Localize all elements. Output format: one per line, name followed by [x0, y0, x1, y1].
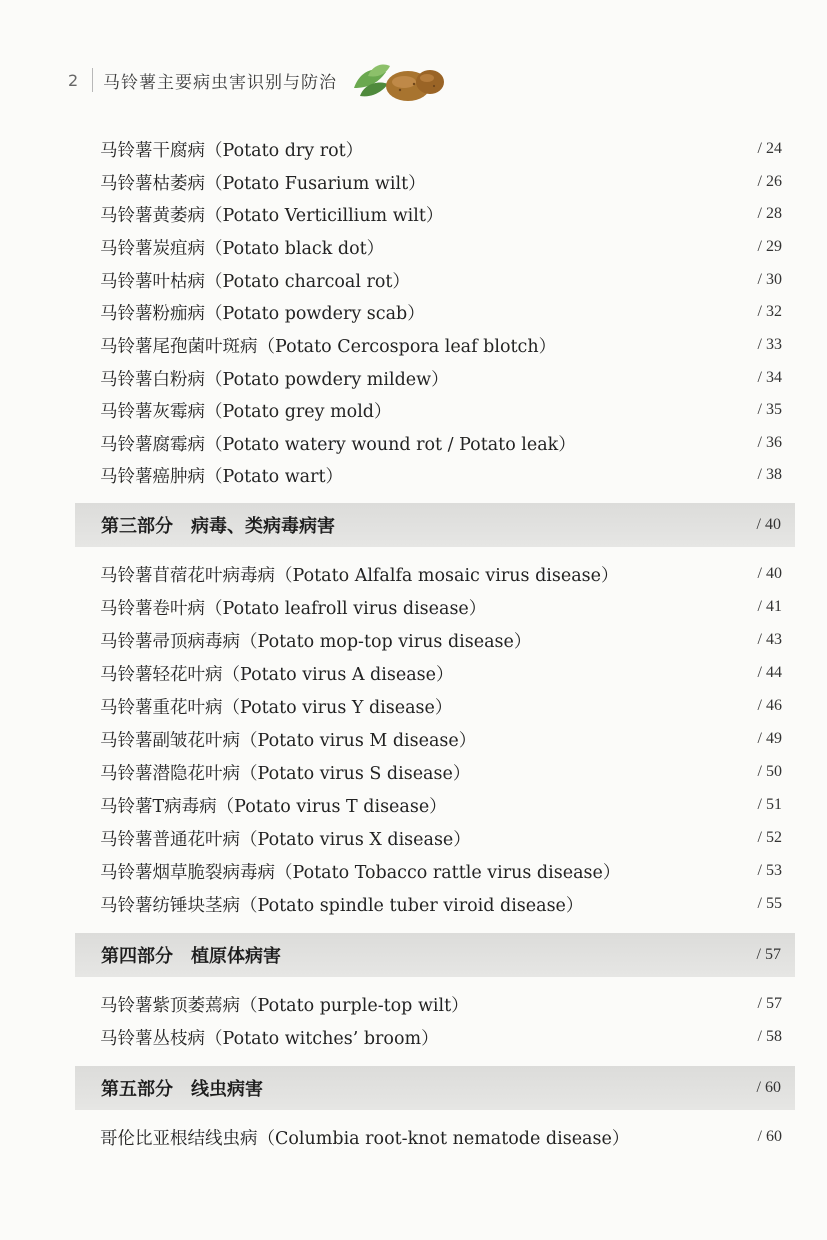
entry-page: / 44 — [757, 664, 782, 681]
toc-entry[interactable] — [100, 659, 782, 687]
toc-entry[interactable] — [100, 1123, 782, 1151]
entry-title: 马铃薯帚顶病毒病（Potato mop-top virus disease） — [100, 631, 532, 652]
header-divider — [92, 68, 93, 92]
toc-entry[interactable] — [100, 725, 782, 753]
entry-title: 马铃薯烟草脆裂病毒病（Potato Tobacco rattle virus disease） — [100, 862, 621, 883]
entry-page: / 52 — [757, 829, 782, 846]
toc-entry[interactable] — [100, 331, 782, 359]
entry-title: 马铃薯癌肿病（Potato wart） — [100, 466, 344, 487]
toc-entry[interactable] — [100, 200, 782, 228]
entry-title: 马铃薯卷叶病（Potato leafroll virus disease） — [100, 598, 487, 619]
toc-entry[interactable] — [100, 758, 782, 786]
entry-page: / 30 — [757, 271, 782, 288]
entry-title: 马铃薯重花叶病（Potato virus Y disease） — [100, 697, 453, 718]
section-heading-part-3[interactable] — [75, 503, 795, 547]
entry-title: 马铃薯普通花叶病（Potato virus X disease） — [100, 829, 471, 850]
entry-page: / 33 — [757, 336, 782, 353]
entry-title: 马铃薯枯萎病（Potato Fusarium wilt） — [100, 173, 426, 194]
entry-title: 马铃薯尾孢菌叶斑病（Potato Cercospora leaf blotch） — [100, 336, 557, 357]
toc-entry[interactable] — [100, 135, 782, 163]
entry-page: / 36 — [757, 434, 782, 451]
toc-entry[interactable] — [100, 791, 782, 819]
toc-entry[interactable] — [100, 626, 782, 654]
entry-page: / 46 — [757, 697, 782, 714]
entry-title: 马铃薯潜隐花叶病（Potato virus S disease） — [100, 763, 471, 784]
entry-page: / 55 — [757, 895, 782, 912]
section-heading-part-5[interactable] — [75, 1066, 795, 1110]
section-title: 第四部分 植原体病害 — [101, 946, 281, 967]
entry-page: / 57 — [757, 995, 782, 1012]
entry-title: 马铃薯T病毒病（Potato virus T disease） — [100, 796, 447, 817]
running-head — [68, 62, 337, 98]
entry-page: / 32 — [757, 303, 782, 320]
entry-page: / 43 — [757, 631, 782, 648]
toc-entry[interactable] — [100, 429, 782, 457]
toc-entry[interactable] — [100, 857, 782, 885]
book-title: 马铃薯主要病虫害识别与防治 — [103, 72, 337, 93]
entry-page: / 28 — [757, 205, 782, 222]
entry-title: 马铃薯干腐病（Potato dry rot） — [100, 140, 364, 161]
section-title: 第三部分 病毒、类病毒病害 — [101, 516, 335, 537]
entry-page: / 38 — [757, 466, 782, 483]
entry-title: 马铃薯粉痂病（Potato powdery scab） — [100, 303, 425, 324]
section-title: 第五部分 线虫病害 — [101, 1079, 263, 1100]
toc-entry[interactable] — [100, 593, 782, 621]
entry-page: / 51 — [757, 796, 782, 813]
section-page: / 60 — [756, 1079, 781, 1096]
entry-page: / 24 — [757, 140, 782, 157]
toc-entry[interactable] — [100, 266, 782, 294]
toc-entry[interactable] — [100, 692, 782, 720]
entry-page: / 49 — [757, 730, 782, 747]
potato-leaf-icon — [350, 58, 446, 104]
entry-title: 马铃薯灰霉病（Potato grey mold） — [100, 401, 392, 422]
entry-page: / 50 — [757, 763, 782, 780]
entry-page: / 29 — [757, 238, 782, 255]
entry-page: / 58 — [757, 1028, 782, 1045]
entry-title: 哥伦比亚根结线虫病（Columbia root-knot nematode disease） — [100, 1128, 630, 1149]
entry-title: 马铃薯白粉病（Potato powdery mildew） — [100, 369, 449, 390]
page-number: 2 — [68, 70, 79, 90]
toc-entry[interactable] — [100, 560, 782, 588]
toc-entry[interactable] — [100, 298, 782, 326]
entry-page: / 60 — [757, 1128, 782, 1145]
section-page: / 57 — [756, 946, 781, 963]
toc-entry[interactable] — [100, 990, 782, 1018]
toc-entry[interactable] — [100, 824, 782, 852]
entry-title: 马铃薯叶枯病（Potato charcoal rot） — [100, 271, 410, 292]
entry-title: 马铃薯炭疽病（Potato black dot） — [100, 238, 385, 259]
entry-page: / 40 — [757, 565, 782, 582]
toc-entry[interactable] — [100, 890, 782, 918]
toc-entry[interactable] — [100, 396, 782, 424]
entry-title: 马铃薯纺锤块茎病（Potato spindle tuber viroid disease） — [100, 895, 584, 916]
entry-title: 马铃薯副皱花叶病（Potato virus M disease） — [100, 730, 477, 751]
toc-entry[interactable] — [100, 168, 782, 196]
toc-entry[interactable] — [100, 364, 782, 392]
entry-page: / 41 — [757, 598, 782, 615]
entry-title: 马铃薯黄萎病（Potato Verticillium wilt） — [100, 205, 444, 226]
toc-entry[interactable] — [100, 1023, 782, 1051]
section-page: / 40 — [756, 516, 781, 533]
entry-page: / 34 — [757, 369, 782, 386]
entry-page: / 26 — [757, 173, 782, 190]
toc-entry[interactable] — [100, 461, 782, 489]
section-heading-part-4[interactable] — [75, 933, 795, 977]
entry-page: / 35 — [757, 401, 782, 418]
toc-entry[interactable] — [100, 233, 782, 261]
entry-title: 马铃薯苜蓿花叶病毒病（Potato Alfalfa mosaic virus disease） — [100, 565, 619, 586]
entry-page: / 53 — [757, 862, 782, 879]
entry-title: 马铃薯丛枝病（Potato witches’ broom） — [100, 1028, 439, 1049]
entry-title: 马铃薯腐霉病（Potato watery wound rot / Potato leak） — [100, 434, 576, 455]
entry-title: 马铃薯紫顶萎蔫病（Potato purple-top wilt） — [100, 995, 469, 1016]
entry-title: 马铃薯轻花叶病（Potato virus A disease） — [100, 664, 454, 685]
